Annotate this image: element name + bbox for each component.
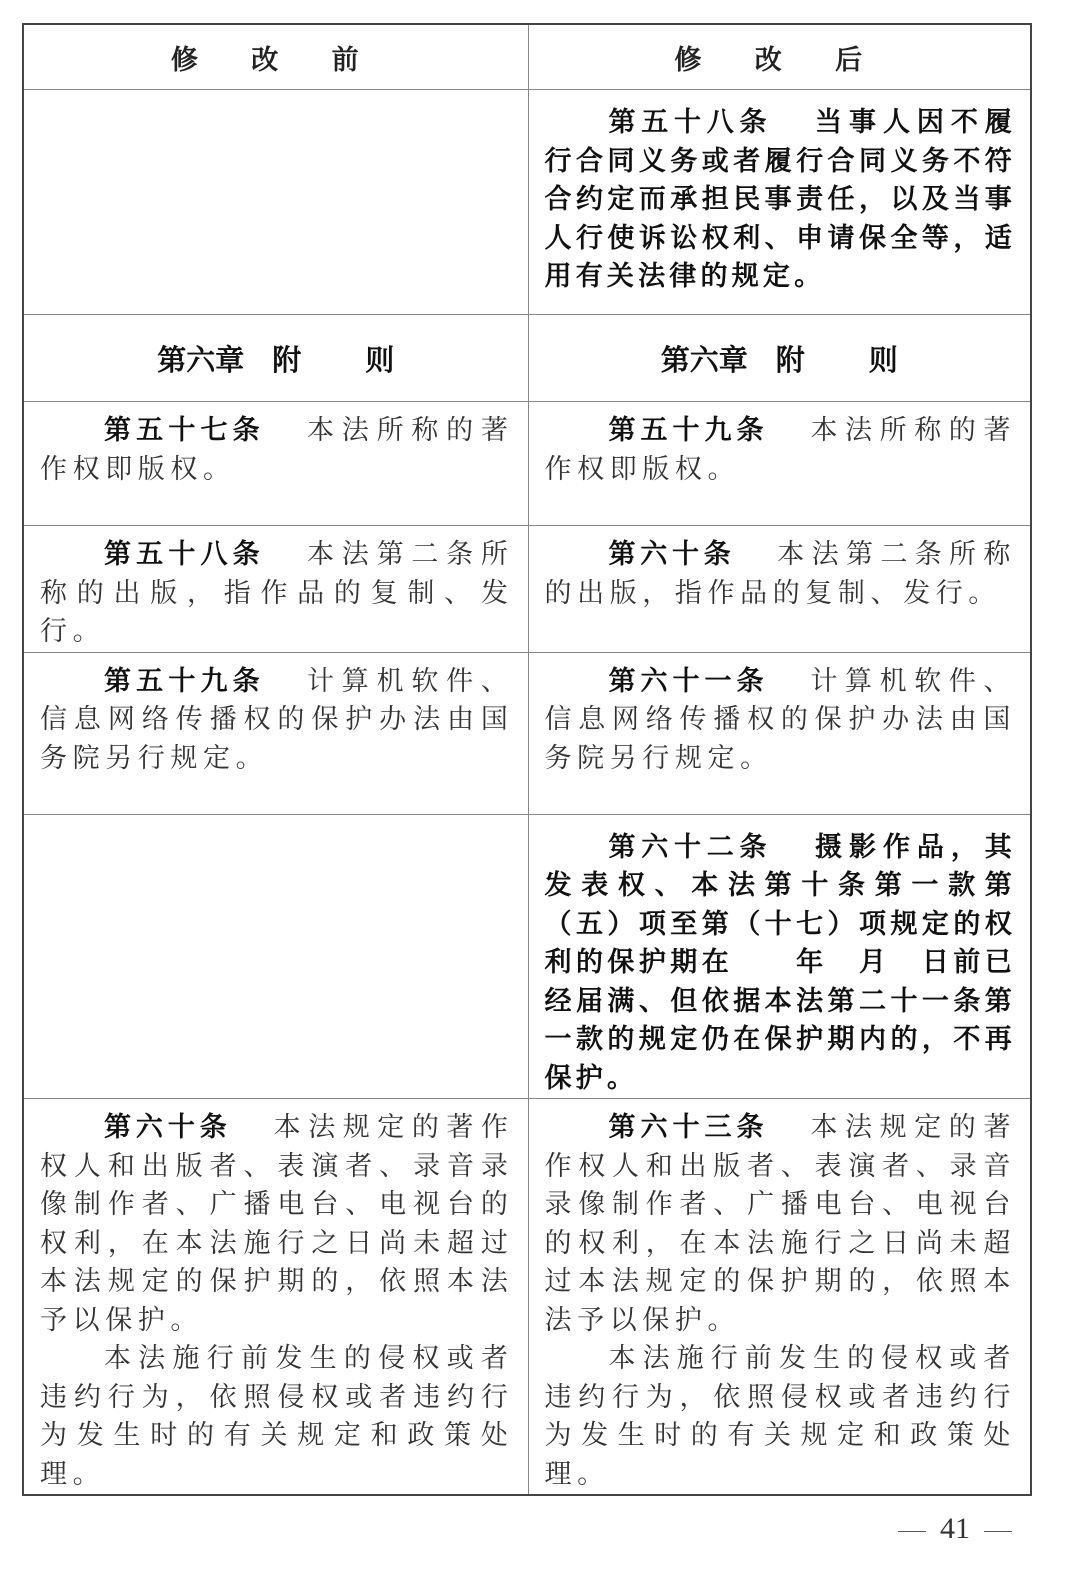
article-number: 第五十九条 [608,415,769,446]
cell-after [528,652,1031,814]
column-header-before: 修 改 前 [23,24,528,90]
comparison-table [22,23,1032,1496]
table-row [23,1099,1031,1496]
article-paragraph [40,1109,514,1340]
article-text: 本法规定的著作权人和出版者、表演者、录音录像制作者、广播电台、电视台的权利，在本法施行之日尚未超过本法规定的保护期的，依照本法予以保护。 [40,1112,514,1336]
article-paragraph [545,536,1017,613]
chapter-title-part: 附 [272,342,302,377]
article-text: 摄影作品，其发表权、本法第十条第一款第（五）项至第（十七）项规定的权利的保护期在 年 月 日前已经届满、但依据本法第二十一条第一款的规定仍在保护期内的，不再保护。 [544,831,1017,1094]
cell-before [23,1099,528,1496]
table-row [23,814,1031,1099]
table-row [23,402,1031,526]
article-text: 本法所称的著作权即版权。 [544,415,1016,485]
chapter-number: 第六章 [660,342,748,377]
cell-after [528,526,1031,653]
article-paragraph: 本法施行前发生的侵权或者违约行为，依照侵权或者违约行为发生时的有关规定和政策处理。 [544,1343,1016,1490]
article-text: 计算机软件、信息网络传播权的保护办法由国务院另行规定。 [544,665,1016,774]
page-number [880,1512,1030,1546]
dash-decoration [984,1531,1012,1532]
article-number: 第五十七条 [104,415,265,446]
table-row [23,90,1031,315]
chapter-title-part: 则 [365,342,395,377]
table-header-row [23,24,1031,90]
article-text: 本法第二条所称的出版，指作品的复制、发行。 [40,539,514,647]
cell-after [528,814,1031,1099]
cell-before [23,526,528,653]
table-row-chapter [23,315,1031,402]
table-row [23,652,1031,814]
article-number: 第六十二条 [608,831,773,863]
chapter-title-part: 则 [868,342,898,377]
cell-after [528,1099,1031,1496]
article-number: 第六十条 [608,539,736,570]
article-number: 第六十条 [104,1112,232,1143]
article-number: 第六十一条 [608,665,769,697]
article-paragraph: 本法施行前发生的侵权或者违约行为，依照侵权或者违约行为发生时的有关规定和政策处理。 [40,1343,514,1490]
article-text: 计算机软件、信息网络传播权的保护办法由国务院另行规定。 [40,665,514,774]
article-text: 本法第二条所称的出版，指作品的复制、发行。 [544,539,1017,609]
article-text: 当事人因不履行合同义务或者履行合同义务不符合约定而承担民事责任，以及当事人行使诉讼权利、申请保全等，适用有关法律的规定。 [544,107,1017,292]
article-paragraph [545,1109,1017,1340]
article-paragraph [40,412,514,489]
dash-decoration [898,1531,926,1532]
table-row [23,526,1031,653]
article-number: 第五十九条 [104,665,265,697]
cell-after [528,402,1031,526]
article-number: 第六十三条 [608,1112,769,1143]
cell-before [23,402,528,526]
page-number-value: 41 [940,1512,970,1545]
cell-after [528,90,1031,315]
column-header-after: 修 改 后 [528,24,1031,90]
article-number: 第五十八条 [104,539,265,570]
chapter-number: 第六章 [157,342,245,377]
article-paragraph [545,104,1017,297]
cell-before-empty [23,90,528,315]
chapter-heading-before [23,315,528,402]
article-paragraph [545,412,1017,489]
cell-before-empty [23,814,528,1099]
article-text: 本法所称的著作权即版权。 [40,415,514,485]
article-paragraph [545,663,1017,779]
chapter-title-part: 附 [775,342,805,377]
article-text: 本法规定的著作权人和出版者、表演者、录音录像制作者、广播电台、电视台的权利，在本法施行之日尚未超过本法规定的保护期的，依照本法予以保护。 [544,1112,1016,1336]
chapter-heading-after [528,315,1031,402]
article-paragraph [545,829,1017,1099]
article-number: 第五十八条 [608,107,773,138]
article-paragraph [40,663,514,779]
article-paragraph [40,536,514,652]
cell-before [23,652,528,814]
